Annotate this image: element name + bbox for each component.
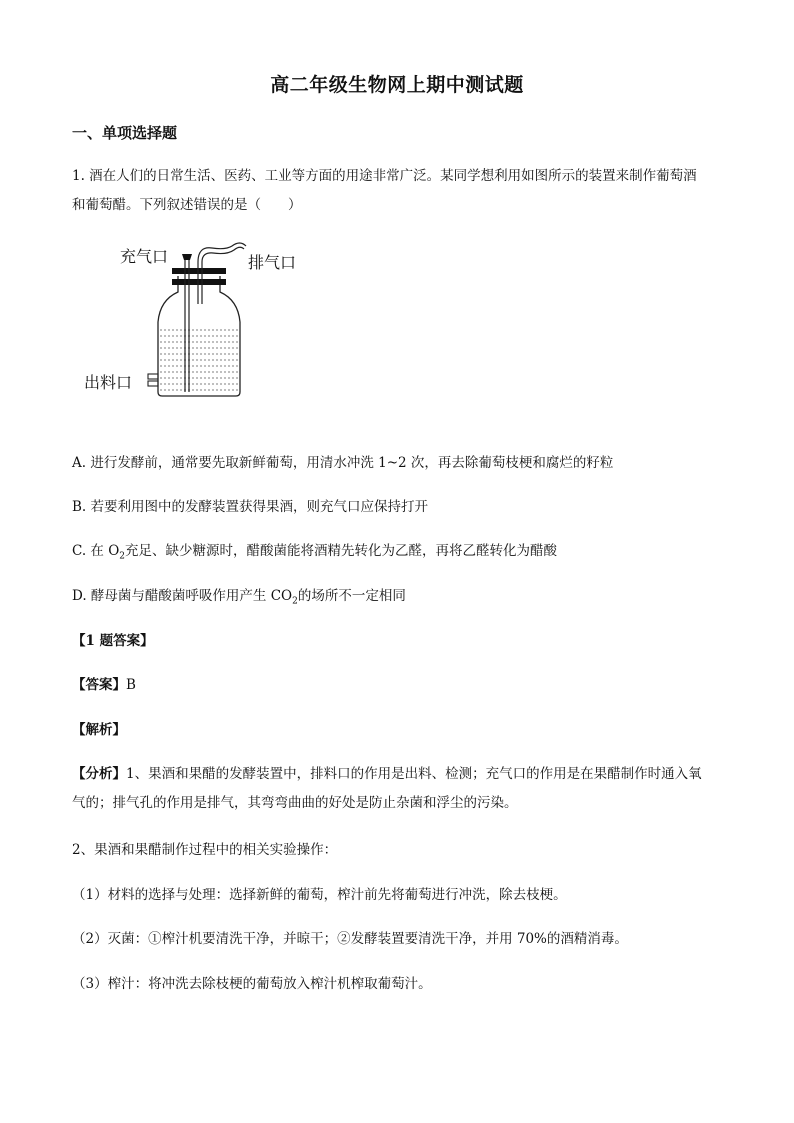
option-b: B. 若要利用图中的发酵装置获得果酒，则充气口应保持打开	[72, 499, 429, 515]
question-stem	[72, 162, 732, 220]
analysis-line-4: （1）材料的选择与处理：选择新鲜的葡萄，榨汁前先将葡萄进行冲洗，除去枝梗。	[72, 887, 567, 903]
analysis-line-6: （3）榨汁：将冲洗去除枝梗的葡萄放入榨汁机榨取葡萄汁。	[72, 976, 432, 992]
option-a: A. 进行发酵前，通常要先取新鲜葡萄，用清水冲洗 1~2 次，再去除葡萄枝梗和腐烂的籽粒	[72, 455, 614, 471]
option-c-text-2: 充足、缺少糖源时，醋酸菌能将酒精先转化为乙醛，再将乙醛转化为醋酸	[125, 543, 558, 559]
option-d-text-1: D. 酵母菌与醋酸菌呼吸作用产生 CO	[72, 588, 293, 604]
outlet-label: 排气口	[248, 253, 297, 272]
analysis-header: 【解析】	[72, 722, 126, 738]
question-stem-line-2: 和葡萄醋。下列叙述错误的是（ ）	[72, 197, 302, 213]
option-c-subscript: 2	[119, 551, 126, 562]
analysis-line-1-text: 1、果酒和果醋的发酵装置中，排料口的作用是出料、检测；充气口的作用是在果醋制作时通入氧	[126, 766, 702, 782]
answer-label: 【答案】	[72, 677, 126, 693]
analysis-line-5: （2）灭菌：①榨汁机要清洗干净，并晾干；②发酵装置要清洗干净，并用 70%的酒精消毒。	[72, 931, 628, 947]
section-heading: 一、单项选择题	[72, 124, 178, 142]
stopper-band-top	[172, 268, 226, 274]
analysis-paragraph-1	[72, 760, 732, 818]
inlet-clip	[182, 254, 192, 260]
question-stem-line-1: 1. 酒在人们的日常生活、医药、工业等方面的用途非常广泛。某同学想利用如图所示的装置来制作葡萄酒	[72, 168, 697, 184]
answer-value: B	[126, 677, 136, 693]
option-c	[72, 537, 732, 572]
option-d-text-2: 的场所不一定相同	[297, 588, 406, 604]
discharge-port-lower	[148, 381, 158, 386]
stopper-band-bottom	[172, 279, 226, 285]
option-c-text-1: C. 在 O	[72, 543, 120, 559]
answer-header: 【1 题答案】	[72, 633, 154, 649]
fermentation-apparatus-figure	[80, 232, 340, 402]
answer-line	[72, 671, 732, 700]
option-d	[72, 582, 732, 617]
analysis-line-2: 气的；排气孔的作用是排气，其弯弯曲曲的好处是防止杂菌和浮尘的污染。	[72, 795, 518, 811]
analysis-line-1	[72, 760, 732, 789]
liquid-lines	[160, 330, 238, 390]
page-title: 高二年级生物网上期中测试题	[270, 74, 524, 96]
discharge-label: 出料口	[84, 373, 133, 392]
exhaust-hose-inner	[202, 247, 244, 262]
bottle-outline	[158, 276, 240, 396]
analysis-tag: 【分析】	[72, 766, 126, 782]
discharge-port-upper	[148, 374, 158, 379]
inlet-label: 充气口	[120, 247, 169, 266]
option-d-subscript: 2	[292, 596, 298, 607]
analysis-line-3: 2、果酒和果醋制作过程中的相关实验操作：	[72, 842, 338, 858]
exhaust-hose-outer	[198, 243, 246, 262]
